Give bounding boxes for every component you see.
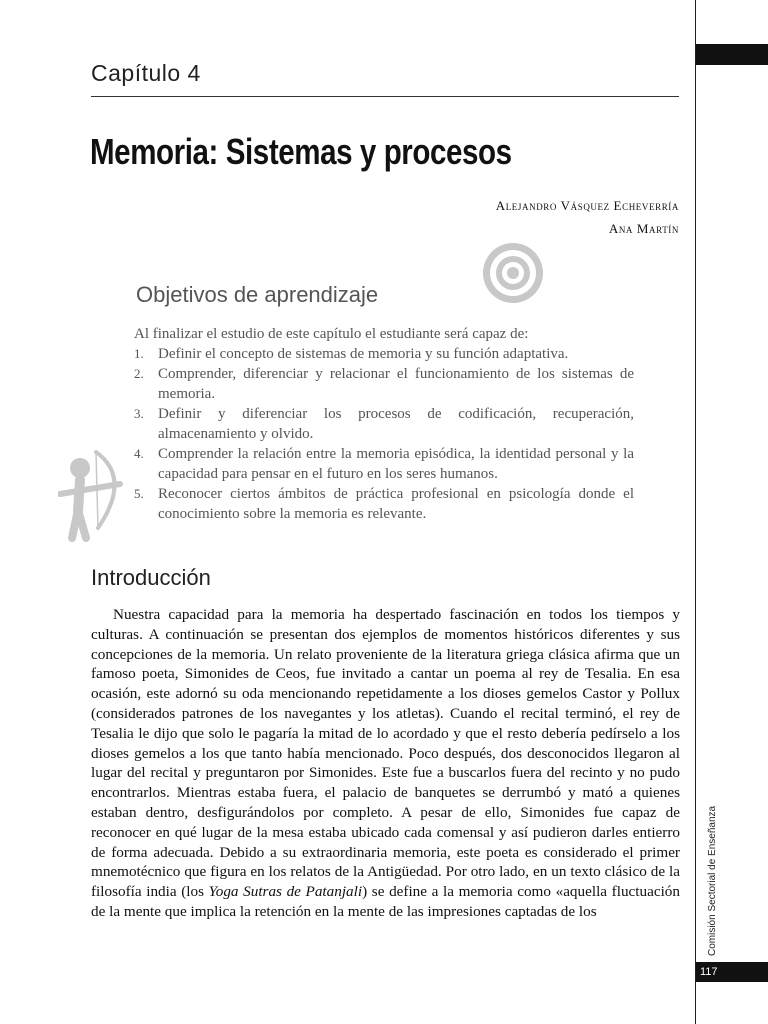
objective-text: Reconocer ciertos ámbitos de práctica profesional en psicología donde el conocimiento sobre la memoria es relevante. xyxy=(158,486,634,522)
objective-number: 2. xyxy=(134,366,144,381)
objective-item xyxy=(134,484,634,524)
objective-item xyxy=(134,404,634,444)
paragraph-text-part1: Nuestra capacidad para la memoria ha despertado fascinación en todos los tiempos y culturas. A continuación se presentan dos ejemplos de momentos históricos diferentes y sus concepciones de la memoria. Un relato proveniente de la literatura griega clásica afirma que un famoso poeta, Simonides de Ceos, fue invitado a cantar un poema al rey de Tesalia. En esa ocasión, este adornó su oda mencionando repetidamente a los dioses gemelos Castor y Pollux (considerados patrones de los navegantes y los atletas). Cuando el recital terminó, el rey de Tesalia le dijo que solo le pagaría la mitad de lo acordado y que el resto debería pedírselo a los dioses gemelos a los que tanto había mencionado. Poco después, dos desconocidos llegaron al lugar del recital y preguntaron por Simonides. Este fue a buscarlos fuera del recinto y no pudo encontrarlos. Mientras estaba fuera, el palacio de banquetes se derrumbó y mató a quienes estaban dentro, desfigurándolos por completo. A pesar de ello, Simonides fue capaz de reconocer en qué lugar de la mesa estaba ubicado cada comensal y así pudieron darles entierro de forma adecuada. Debido a su extraordinaria memoria, este poeta es considerado el primer mnemotécnico que figura en los relatos de la Antigüedad. Por otro lado, en un texto clásico de la filosofía india (los xyxy=(91,606,680,901)
author-1: Alejandro Vásquez Echeverría xyxy=(495,198,679,213)
objective-number: 3. xyxy=(134,406,144,421)
chapter-title: Memoria: Sistemas y procesos xyxy=(90,131,512,172)
publisher-label: Comisión Sectorial de Enseñanza xyxy=(707,805,718,956)
objective-number: 5. xyxy=(134,486,144,501)
objective-text: Definir el concepto de sistemas de memoria y su función adaptativa. xyxy=(158,346,569,362)
introduction-paragraph xyxy=(91,605,680,922)
chapter-label: Capítulo 4 xyxy=(91,60,201,86)
objective-item xyxy=(134,364,634,404)
sidebar-rule xyxy=(695,0,696,1024)
objective-number: 1. xyxy=(134,346,144,361)
objective-text: Comprender, diferenciar y relacionar el funcionamiento de los sistemas de memoria. xyxy=(158,366,634,402)
page-number: 117 xyxy=(696,962,768,982)
chapter-tab-marker xyxy=(696,44,768,65)
objective-text: Definir y diferenciar los procesos de codificación, recuperación, almacenamiento y olvido. xyxy=(158,406,634,442)
objectives-heading: Objetivos de aprendizaje xyxy=(136,282,379,307)
objective-item xyxy=(134,444,634,484)
objectives-box xyxy=(134,324,634,524)
book-title-italic: Yoga Sutras de Patanjali xyxy=(208,883,363,901)
archer-icon xyxy=(58,450,132,542)
introduction-body xyxy=(91,605,680,922)
paragraph-text-part2: ) se define a la memoria como «aquella fluctuación de la mente que implica la retención en la mente de las impresiones captadas de los xyxy=(91,883,680,920)
target-icon xyxy=(479,241,547,305)
objectives-list xyxy=(134,344,634,524)
chapter-divider xyxy=(91,96,679,97)
author-2: Ana Martín xyxy=(608,221,679,236)
objective-item xyxy=(134,344,634,364)
objective-number: 4. xyxy=(134,446,144,461)
introduction-heading: Introducción xyxy=(91,565,211,590)
objectives-intro: Al finalizar el estudio de este capítulo el estudiante será capaz de: xyxy=(134,326,529,342)
objective-text: Comprender la relación entre la memoria episódica, la identidad personal y la capacidad para pensar en el futuro en los seres humanos. xyxy=(158,446,634,482)
